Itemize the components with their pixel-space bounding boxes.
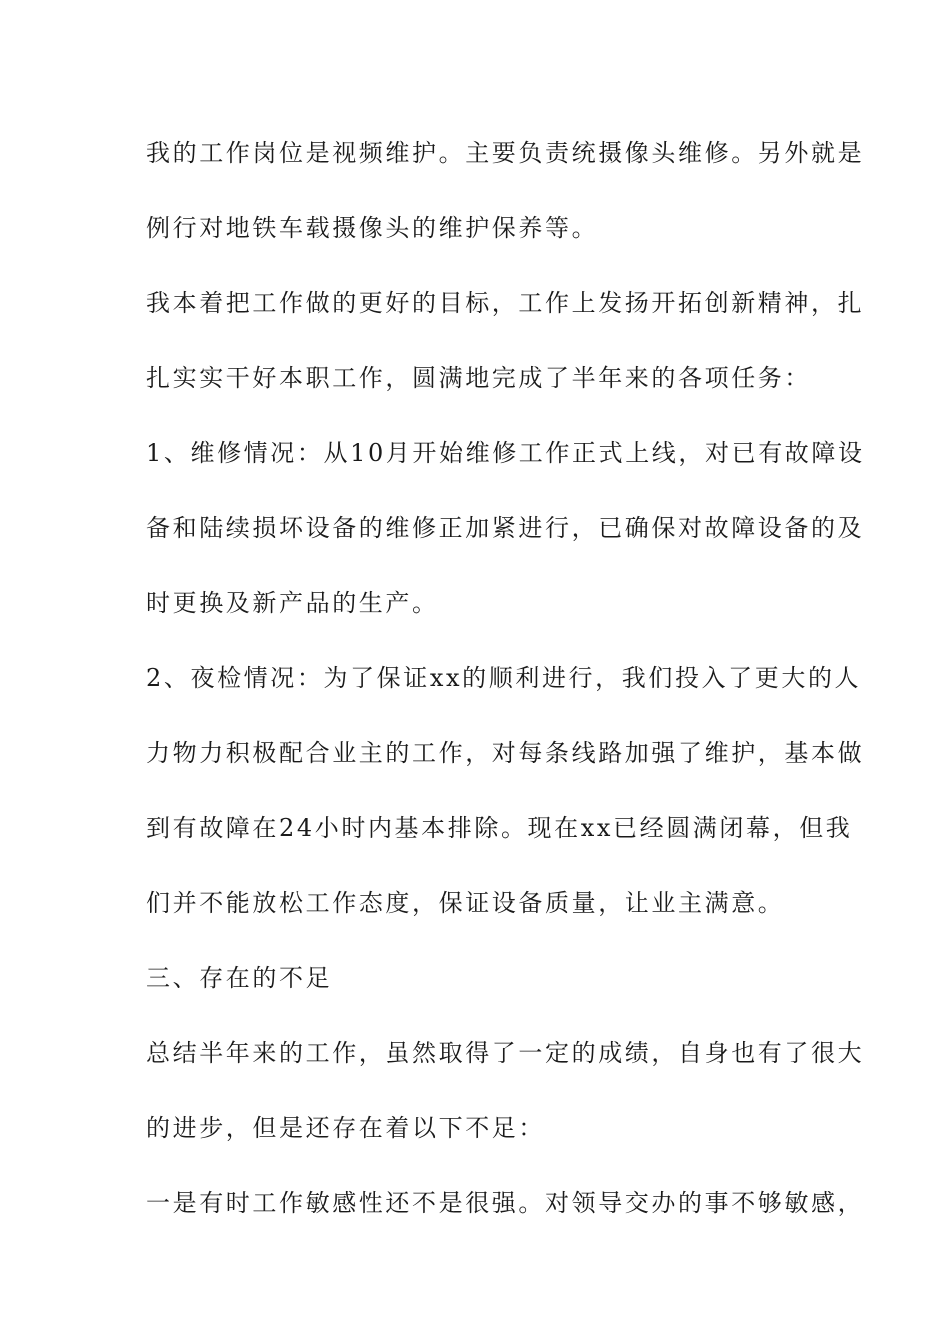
text-line-11: 们并不能放松工作态度，保证设备质量，让业主满意。 [146, 889, 785, 917]
text-line-15: 一是有时工作敏感性还不是很强。对领导交办的事不够敏感， [146, 1189, 865, 1217]
text-line-14: 的进步，但是还存在着以下不足： [146, 1114, 545, 1142]
text-line-6: 备和陆续损坏设备的维修正加紧进行，已确保对故障设备的及 [146, 514, 865, 542]
section-heading: 三、存在的不足 [146, 964, 333, 992]
text-line-7: 时更换及新产品的生产。 [146, 589, 439, 617]
text-line-5: 1、维修情况：从10月开始维修工作正式上线，对已有故障设 [146, 439, 865, 467]
text-line-2: 例行对地铁车载摄像头的维护保养等。 [146, 214, 599, 242]
text-line-9: 力物力积极配合业主的工作，对每条线路加强了维护，基本做 [146, 739, 865, 767]
text-line-13: 总结半年来的工作，虽然取得了一定的成绩，自身也有了很大 [146, 1039, 865, 1067]
text-line-1: 我的工作岗位是视频维护。主要负责统摄像头维修。另外就是 [146, 139, 865, 167]
text-line-3: 我本着把工作做的更好的目标，工作上发扬开拓创新精神，扎 [146, 289, 865, 317]
text-line-8: 2、夜检情况：为了保证xx的顺利进行，我们投入了更大的人 [146, 664, 862, 692]
text-line-10: 到有故障在24小时内基本排除。现在xx已经圆满闭幕，但我 [146, 814, 853, 842]
text-line-4: 扎实实干好本职工作，圆满地完成了半年来的各项任务： [146, 364, 811, 392]
